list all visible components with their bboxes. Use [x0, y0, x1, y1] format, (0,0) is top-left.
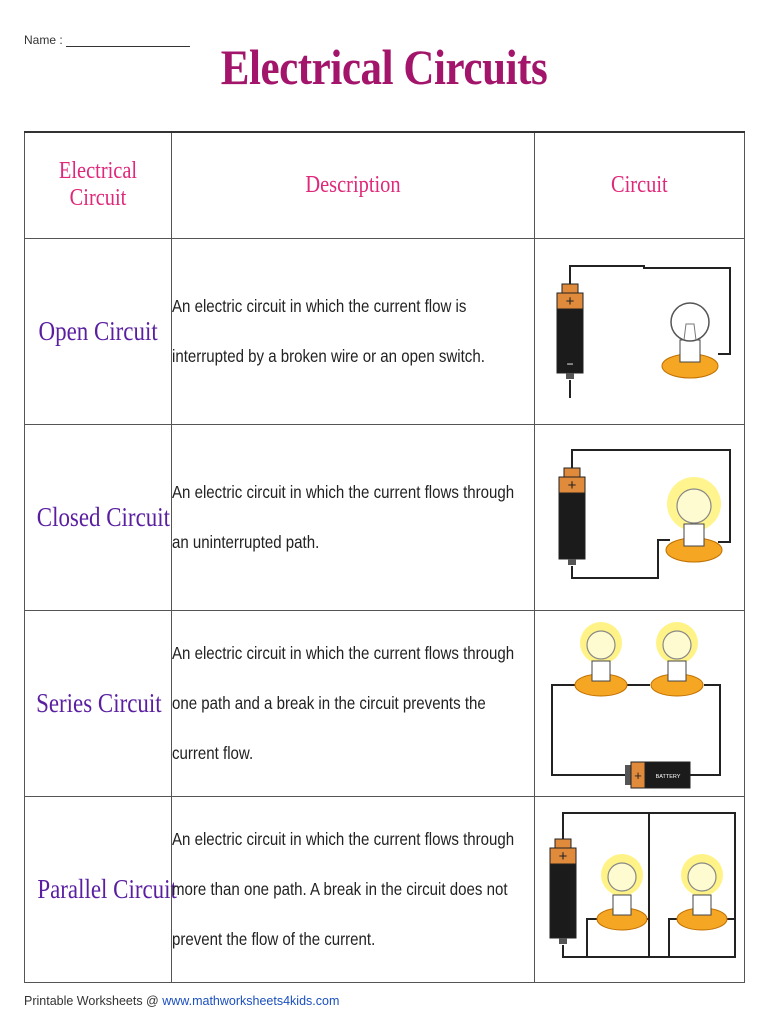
footer-link[interactable]: www.mathworksheets4kids.com — [162, 994, 340, 1008]
battery-icon — [550, 839, 576, 944]
column-header-circuit: Circuit — [535, 132, 745, 238]
table-row — [25, 796, 745, 982]
open-circuit-diagram — [535, 238, 745, 424]
name-label: Name : — [24, 33, 63, 47]
row-name: Closed Circuit — [25, 424, 172, 610]
parallel-circuit-diagram — [535, 796, 745, 982]
svg-text:+: + — [558, 848, 567, 865]
column-header-description: Description — [172, 132, 535, 238]
circuits-table — [24, 131, 745, 983]
lit-bulb-icon — [597, 854, 647, 930]
table-row — [25, 424, 745, 610]
row-description: An electric circuit in which the current flows through an uninterrupted path. — [172, 424, 535, 610]
column-header-circuit-name: Electrical Circuit — [25, 132, 172, 238]
battery-icon — [557, 284, 583, 379]
lit-bulb-icon — [575, 622, 627, 696]
page-title: Electrical Circuits — [220, 39, 548, 95]
battery-icon — [559, 468, 585, 565]
footer-prefix: Printable Worksheets @ — [24, 994, 163, 1008]
battery-icon — [625, 762, 690, 788]
footer — [24, 994, 339, 1008]
lit-bulb-icon — [666, 477, 722, 562]
table-header-row — [25, 132, 745, 238]
lit-bulb-icon — [677, 854, 727, 930]
svg-text:−: − — [565, 357, 574, 371]
table-row — [25, 238, 745, 424]
closed-circuit-diagram — [535, 424, 745, 610]
row-name: Series Circuit — [25, 610, 172, 796]
row-description: An electric circuit in which the current flow is interrupted by a broken wire or an open switch. — [172, 238, 535, 424]
svg-text:BATTERY: BATTERY — [655, 774, 680, 780]
svg-text:+: + — [565, 293, 574, 310]
row-name: Open Circuit — [25, 238, 172, 424]
svg-text:+: + — [633, 768, 642, 783]
svg-text:+: + — [567, 477, 576, 494]
row-description: An electric circuit in which the current flows through more than one path. A break in the circuit does not prevent the flow of the current. — [172, 796, 535, 982]
bulb-icon — [662, 303, 718, 378]
lit-bulb-icon — [651, 622, 703, 696]
series-circuit-diagram — [535, 610, 745, 796]
row-description: An electric circuit in which the current flows through one path and a break in the circuit prevents the current flow. — [172, 610, 535, 796]
row-name: Parallel Circuit — [25, 796, 172, 982]
table-row — [25, 610, 745, 796]
